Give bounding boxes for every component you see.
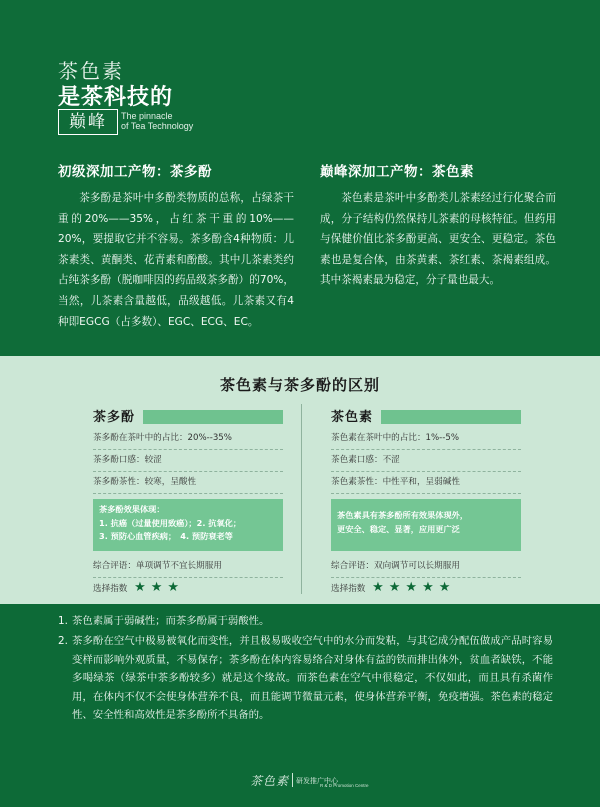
star-icon: ★★★★★ bbox=[372, 580, 456, 595]
peak-en-line1: The pinnacle bbox=[121, 111, 173, 121]
peak-en-line2: of Tea Technology bbox=[121, 121, 194, 131]
title-line2: 是茶科技的 bbox=[58, 85, 174, 110]
star-icon: ★★★ bbox=[134, 580, 185, 595]
effects-line: 茶多酚效果体现： bbox=[99, 504, 165, 514]
notes-section bbox=[58, 612, 553, 726]
effects-line: 茶色素具有茶多酚所有效果体现外， bbox=[337, 510, 469, 520]
note-text: 茶多酚在空气中极易被氧化而变性，并且极易吸收空气中的水分而发粘，与其它成分配伍做成产品时容易变样而影响外观质量，不易保存；茶多酚在体内容易络合对身体有益的铁而排出体外，贫血者缺铁，不能多喝绿茶（绿茶中茶多酚较多）就是这个缘故。而茶色素在空气中很稳定，不仅如此，而且具有杀菌作用，在体内不仅不会使身体营养不良，而且能调节微量元素，使身体营养平衡，免疫增强。茶色素的稳定性、安全性和高效性是茶多酚所不具备的。 bbox=[72, 635, 553, 722]
note-number: 1. bbox=[58, 615, 68, 627]
tea-pigment-panel bbox=[331, 406, 521, 598]
left-body: 茶多酚是茶叶中多酚类物质的总称，占绿茶干重的20%——35%，占红茶干重的10%——20%，要提取它并不容易。茶多酚含4种物质：儿茶素类、黄酮类、花青素和酚酸。其中儿茶素类约占纯茶多酚（脱咖啡因的药品级茶多酚）的70%，当然，儿茶素含量越低，品级越低。儿茶素又有4种即EGCG（占多数）、EGC、ECG、EC。 bbox=[58, 192, 294, 328]
header-section bbox=[0, 0, 600, 356]
panel-name: 茶多酚 bbox=[93, 410, 136, 425]
panel-header bbox=[331, 406, 521, 428]
ratio-row: 茶多酚在茶叶中的占比：20%--35% bbox=[93, 428, 283, 450]
comparison-divider bbox=[301, 404, 302, 594]
nature-row: 茶色素茶性：中性平和，呈弱碱性 bbox=[331, 472, 521, 494]
rating-label: 选择指数 bbox=[93, 584, 128, 594]
nature-row: 茶多酚茶性：较寒，呈酸性 bbox=[93, 472, 283, 494]
panel-header bbox=[93, 406, 283, 428]
comparison-title: 茶色素与茶多酚的区别 bbox=[219, 376, 380, 394]
footer-brand-name: 茶色素 bbox=[250, 774, 290, 788]
rating-label: 选择指数 bbox=[331, 584, 366, 594]
rating-row bbox=[331, 578, 521, 598]
comparison-section bbox=[0, 356, 600, 604]
tea-polyphenol-intro bbox=[58, 160, 294, 332]
footer-brand bbox=[250, 770, 369, 789]
effects-line: 更安全、稳定、显著，应用更广泛 bbox=[337, 523, 460, 534]
note-item bbox=[58, 632, 553, 724]
effects-box bbox=[331, 499, 521, 551]
rating-row bbox=[93, 578, 283, 598]
header-accent-bar bbox=[381, 410, 521, 424]
peak-english-caption bbox=[121, 111, 193, 131]
evaluation-row: 综合评语：单项调节不宜长期服用 bbox=[93, 556, 283, 578]
panel-name: 茶色素 bbox=[331, 410, 374, 425]
note-number: 2. bbox=[58, 635, 68, 648]
header-accent-bar bbox=[143, 410, 283, 424]
right-heading: 巅峰深加工产物：茶色素 bbox=[320, 164, 474, 180]
effects-box bbox=[93, 499, 283, 551]
effects-line: 3. 预防心血管疾病； 4. 预防衰老等 bbox=[99, 531, 233, 541]
effects-line: 1. 抗癌（过量使用致癌）；2. 抗氧化； bbox=[99, 517, 242, 528]
taste-row: 茶多酚口感：较涩 bbox=[93, 450, 283, 472]
tea-polyphenol-panel bbox=[93, 406, 283, 598]
taste-row: 茶色素口感：不涩 bbox=[331, 450, 521, 472]
peak-badge: 巅峰 bbox=[58, 109, 118, 135]
note-item bbox=[58, 612, 553, 630]
footer-separator bbox=[292, 773, 293, 787]
evaluation-row: 综合评语：双向调节可以长期服用 bbox=[331, 556, 521, 578]
title-line1: 茶色素 bbox=[58, 59, 124, 83]
tea-pigment-intro bbox=[320, 160, 556, 291]
left-heading: 初级深加工产物：茶多酚 bbox=[58, 164, 212, 180]
footer-center-en: R & D Promotion Centre bbox=[320, 783, 369, 788]
ratio-row: 茶色素在茶叶中的占比：1%--5% bbox=[331, 428, 521, 450]
note-text: 茶色素属于弱碱性；而茶多酚属于弱酸性。 bbox=[72, 615, 270, 627]
footer-center-cn: 研发推广中心 bbox=[296, 777, 339, 785]
right-body: 茶色素是茶叶中多酚类儿茶素经过行化聚合而成，分子结构仍然保持儿茶素的母核特征。但药用与保健价值比茶多酚更高、更安全、更稳定。茶色素也是复合体，由茶黄素、茶红素、茶褐素组成。其中茶褐素最为稳定，分子量也最大。 bbox=[320, 192, 556, 287]
